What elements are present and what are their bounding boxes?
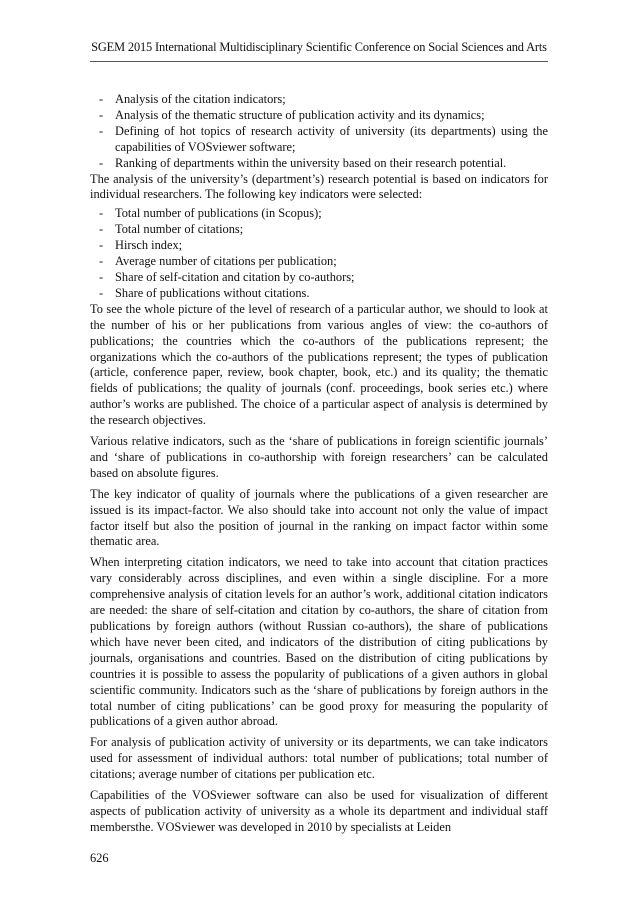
paragraph: Various relative indicators, such as the ‘share of publications in foreign scientific journals’ and ‘share of publications in co-authorship with foreign researchers’ can be calculated based on absolute figures.	[90, 434, 548, 480]
page-body	[90, 92, 548, 836]
list-item: - Analysis of the citation indicators;	[90, 92, 548, 108]
list-item: - Defining of hot topics of research activity of university (its departments) using the capabilities of VOSviewer software;	[90, 124, 548, 156]
paragraph: The key indicator of quality of journals where the publications of a given researcher are issued is its impact-factor. We also should take into account not only the value of impact factor itself but also the position of journal in the ranking on impact factor within some thematic area.	[90, 486, 548, 549]
paragraph: Capabilities of the VOSviewer software can also be used for visualization of different aspects of publication activity of university as a whole its department and individual staff membersthe. VOSviewer was developed in 2010 by specialists at Leiden	[90, 788, 548, 834]
list-item: - Total number of citations;	[90, 222, 548, 238]
running-header: SGEM 2015 International Multidisciplinary Scientific Conference on Social Sciences and Arts	[91, 40, 547, 54]
indicator-list	[90, 206, 548, 301]
header-rule	[90, 61, 548, 62]
list-item: - Share of self-citation and citation by co-authors;	[90, 270, 548, 286]
list-item: - Hirsch index;	[90, 238, 548, 254]
list-item: - Share of publications without citations.	[90, 286, 548, 302]
list-item: - Analysis of the thematic structure of publication activity and its dynamics;	[90, 108, 548, 124]
paragraph: When interpreting citation indicators, we need to take into account that citation practices vary considerably across disciplines, and even within a single discipline. For a more comprehensive analysis of citation levels for an author’s work, additional citation indicators are needed: the share of self-citation and citation by co-authors, the share of citation from publications by foreign authors (without Russian co-authors), the share of publications which have never been cited, and indicators of the distribution of citing publications by journals, organisations and countries. Based on the distribution of citing publications by countries it is possible to assess the popularity of publications of a given authors in global scientific community. Indicators such as the ‘share of publications by foreign authors in the total number of citing publications’ can be good proxy for measuring the popularity of publications of a given author abroad.	[90, 555, 548, 729]
list-item: - Total number of publications (in Scopus);	[90, 206, 548, 222]
paragraph-intro: The analysis of the university’s (department’s) research potential is based on indicators for individual researchers. The following key indicators were selected:	[90, 171, 548, 202]
list-item: - Average number of citations per publication;	[90, 254, 548, 270]
paragraph: For analysis of publication activity of university or its departments, we can take indicators used for assessment of individual authors: total number of publications; total number of citations; average number of citations per publication etc.	[90, 735, 548, 782]
analysis-list	[90, 92, 548, 172]
page-number: 626	[90, 851, 109, 865]
list-item: - Ranking of departments within the university based on their research potential.	[90, 156, 548, 172]
paragraph: To see the whole picture of the level of research of a particular author, we should to look at the number of his or her publications from various angles of view: the co-authors of publications; the countries which the co-authors of the publications represent; the organizations which the co-authors of the publications represent; the types of publication (article, conference paper, review, book chapter, book, etc.) and its quality; the thematic fields of publications; the quality of journals (conf. proceedings, book series etc.) where author’s works are published. The choice of a particular aspect of analysis is determined by the research objectives.	[90, 301, 548, 428]
